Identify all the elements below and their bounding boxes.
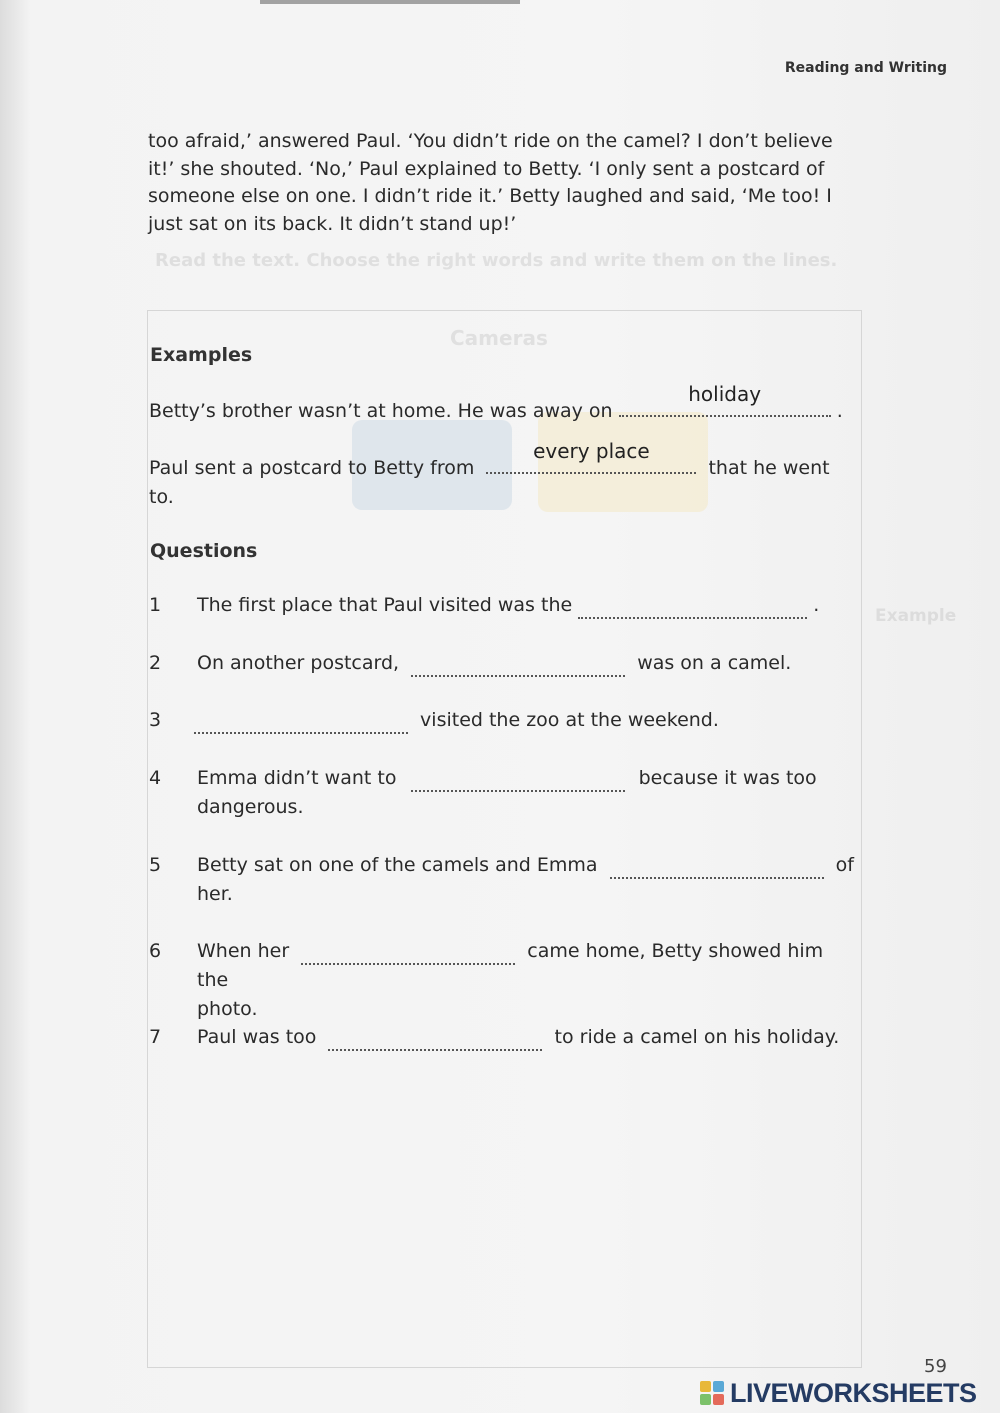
example-answer-blank <box>619 382 831 417</box>
question-text-end: came home, Betty showed him the <box>197 940 824 991</box>
question-text-end: was on a camel. <box>637 652 792 674</box>
question-text: When her <box>197 940 290 962</box>
example-answer: holiday <box>688 382 762 406</box>
examples-title: Examples <box>150 344 253 366</box>
question-text-end: . <box>813 594 820 616</box>
question-text-end: of <box>835 854 854 876</box>
answer-input-6[interactable] <box>301 941 515 965</box>
story-line: too afraid,’ answered Paul. ‘You didn’t ride on the camel? I don’t believe <box>148 130 833 152</box>
story-line: it!’ she shouted. ‘No,’ Paul explained to Betty. ‘I only sent a postcard of <box>148 157 825 180</box>
logo-icon <box>700 1381 724 1405</box>
question-text-wrap: dangerous. <box>197 796 304 818</box>
answer-input-5[interactable] <box>610 855 824 879</box>
section-header: Reading and Writing <box>784 60 947 76</box>
question-text-wrap: photo. <box>197 998 258 1020</box>
question-number: 3 <box>149 709 162 731</box>
example-item <box>149 439 859 512</box>
example-answer-blank <box>486 439 696 474</box>
story-line: someone else on one. I didn’t ride it.’ Betty laughed and said, ‘Me too! I <box>148 185 832 207</box>
question-text: Paul was too <box>197 1026 317 1048</box>
bleed-through-text: Example <box>875 606 957 626</box>
question-number: 1 <box>149 594 162 616</box>
question-text-end: because it was too <box>638 767 817 789</box>
story-continuation <box>148 128 848 238</box>
scan-shadow <box>260 0 520 4</box>
answer-input-1[interactable] <box>578 595 807 619</box>
page-number: 59 <box>924 1356 947 1377</box>
example-item <box>149 382 859 426</box>
question-text: Emma didn’t want to <box>197 767 397 789</box>
question-text-end: to ride a camel on his holiday. <box>554 1026 840 1048</box>
bleed-through-text: Read the text. Choose the right words and write them on the lines. <box>155 250 838 271</box>
bleed-through-text: Cameras <box>450 326 548 350</box>
question-number: 7 <box>149 1026 162 1048</box>
example-text: Betty’s brother wasn’t at home. He was away on <box>149 400 613 422</box>
liveworksheets-logo[interactable] <box>700 1376 977 1410</box>
answer-input-2[interactable] <box>411 653 625 677</box>
story-line: just sat on its back. It didn’t stand up!’ <box>148 212 517 235</box>
questions-title: Questions <box>150 540 258 562</box>
example-text-end: . <box>836 400 843 422</box>
answer-input-7[interactable] <box>328 1027 542 1051</box>
question-text: The first place that Paul visited was the <box>197 594 573 616</box>
question-text: Betty sat on one of the camels and Emma <box>197 854 598 876</box>
question-number: 5 <box>149 854 162 876</box>
answer-input-3[interactable] <box>194 710 408 734</box>
example-text-wrap: to. <box>149 486 174 508</box>
example-text: Paul sent a postcard to Betty from <box>149 457 475 479</box>
answer-input-4[interactable] <box>411 768 625 792</box>
question-text: On another postcard, <box>197 652 400 674</box>
question-number: 2 <box>149 652 162 674</box>
question-number: 6 <box>149 940 162 962</box>
question-text-end: visited the zoo at the weekend. <box>420 709 719 731</box>
question-text-wrap: her. <box>197 883 233 905</box>
logo-text: LIVEWORKSHEETS <box>730 1377 977 1408</box>
example-text-end: that he went <box>708 457 830 479</box>
example-answer: every place <box>533 439 650 463</box>
question-number: 4 <box>149 767 162 789</box>
